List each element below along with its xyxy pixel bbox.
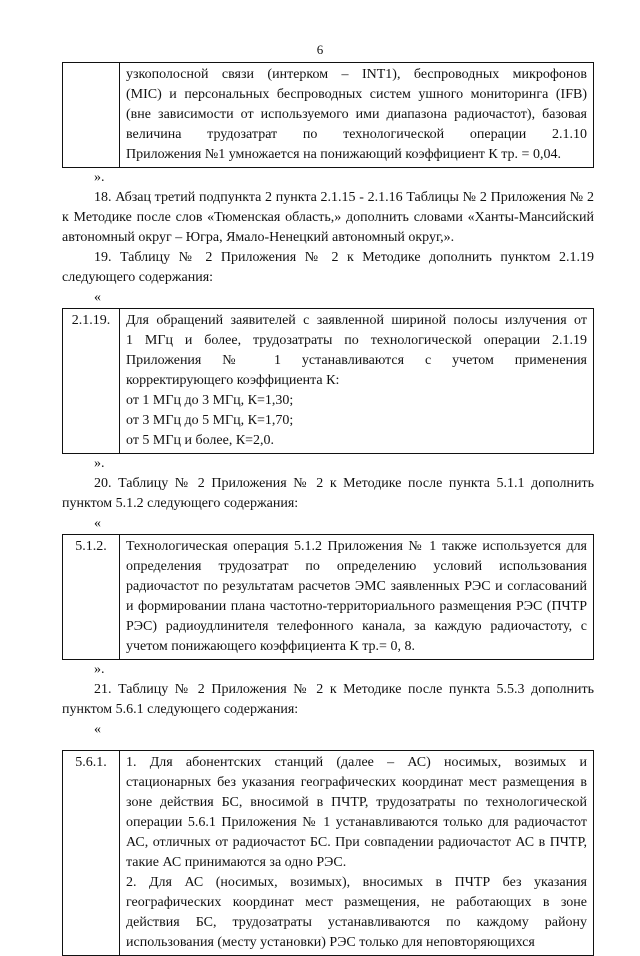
table-row-5-6-1 bbox=[62, 750, 594, 956]
paragraph-20: 20. Таблицу № 2 Приложения № 2 к Методике после пункта 5.1.1 дополнить пунктом 5.1.2 следующего содержания: bbox=[62, 476, 594, 511]
paragraph-18: 18. Абзац третий подпункта 2 пункта 2.1.15 - 2.1.16 Таблицы № 2 Приложения № 2 к Методике после слов «Тюменская область,» дополнить словами «Ханты-Мансийский автономный округ – Югра, Ямало-Ненецкий автономный округ,». bbox=[62, 190, 594, 245]
opening-quote: « bbox=[94, 516, 101, 531]
table-cell-number: 5.6.1. bbox=[63, 751, 120, 956]
table-cell-number: 2.1.19. bbox=[63, 309, 120, 454]
table-line: (вне зависимости от используемого ими диапазона радиочастот), базовая bbox=[126, 107, 587, 122]
paragraph-21: 21. Таблицу № 2 Приложения № 2 к Методике после пункта 5.5.3 дополнить пунктом 5.6.1 следующего содержания: bbox=[62, 682, 594, 717]
table-line: узкополосной связи (интерком – INT1), беспроводных микрофонов bbox=[126, 67, 587, 82]
table-line: Приложения №1 умножается на понижающий коэффициент К тр. = 0,04. bbox=[126, 147, 561, 162]
closing-quote: ». bbox=[94, 662, 105, 677]
document-body bbox=[62, 62, 594, 956]
table-row-2-1-19 bbox=[62, 308, 594, 454]
table-item-2: 2. Для АС (носимых, возимых), вносимых в ПЧТР без указания географических координат мест размещения, не работающих в зоне действия БС, трудозатраты устанавливаются по каждому району использования (месту установки) РЭС только для неповторяющихся bbox=[126, 875, 587, 950]
opening-quote: « bbox=[94, 290, 101, 305]
table-cell-text bbox=[120, 751, 594, 956]
table-item-1: 1. Для абонентских станций (далее – АС) носимых, возимых и стационарных без указания географических координат мест размещения в зоне действия БС, вносимой в ПЧТР, трудозатраты по технологической операции 5.6.1 Приложения № 1 устанавливаются только для радиочастот АС, отличных от радиочастот БС. При совпадении радиочастот АС в ПЧТР, такие АС принимаются за одно РЭС. bbox=[126, 755, 587, 870]
table-fragment-continued bbox=[62, 62, 594, 168]
table-line: от 1 МГц до 3 МГц, К=1,30; bbox=[126, 393, 294, 408]
table-line: (MIC) и персональных беспроводных систем ушного мониторинга (IFB) bbox=[126, 87, 587, 102]
opening-quote: « bbox=[94, 722, 101, 737]
table-line: Для обращений заявителей с заявленной шириной полосы излучения от bbox=[126, 313, 587, 328]
table-row-5-1-2 bbox=[62, 534, 594, 660]
closing-quote: ». bbox=[94, 456, 105, 471]
table-line: Приложения № 1 устанавливаются с учетом применения bbox=[126, 353, 587, 368]
table-line: величина трудозатрат по технологической операции 2.1.10 bbox=[126, 127, 587, 142]
table-cell-number: 5.1.2. bbox=[63, 535, 120, 660]
table-cell-text bbox=[120, 63, 594, 168]
table-line: 1 МГц и более, трудозатраты по технологической операции 2.1.19 bbox=[126, 333, 587, 348]
table-line: корректирующего коэффициента К: bbox=[126, 373, 340, 388]
table-cell-number bbox=[63, 63, 120, 168]
closing-quote: ». bbox=[94, 170, 105, 185]
paragraph-19: 19. Таблицу № 2 Приложения № 2 к Методике дополнить пунктом 2.1.19 следующего содержания: bbox=[62, 250, 594, 285]
table-cell-text: Технологическая операция 5.1.2 Приложения № 1 также используется для определения трудозатрат по определению условий использования радиочастот по результатам расчетов ЭМС заявленных РЭС и согласований и формировании плана частотно-территориального размещения РЭС (ПЧТР РЭС) радиоудлинителя телефонного канала, за каждую радиочастоту, с учетом понижающего коэффициента К тр.= 0, 8. bbox=[120, 535, 594, 660]
table-line: от 5 МГц и более, К=2,0. bbox=[126, 433, 275, 448]
page-number: 6 bbox=[316, 42, 324, 57]
table-line: от 3 МГц до 5 МГц, К=1,70; bbox=[126, 413, 294, 428]
table-cell-text bbox=[120, 309, 594, 454]
